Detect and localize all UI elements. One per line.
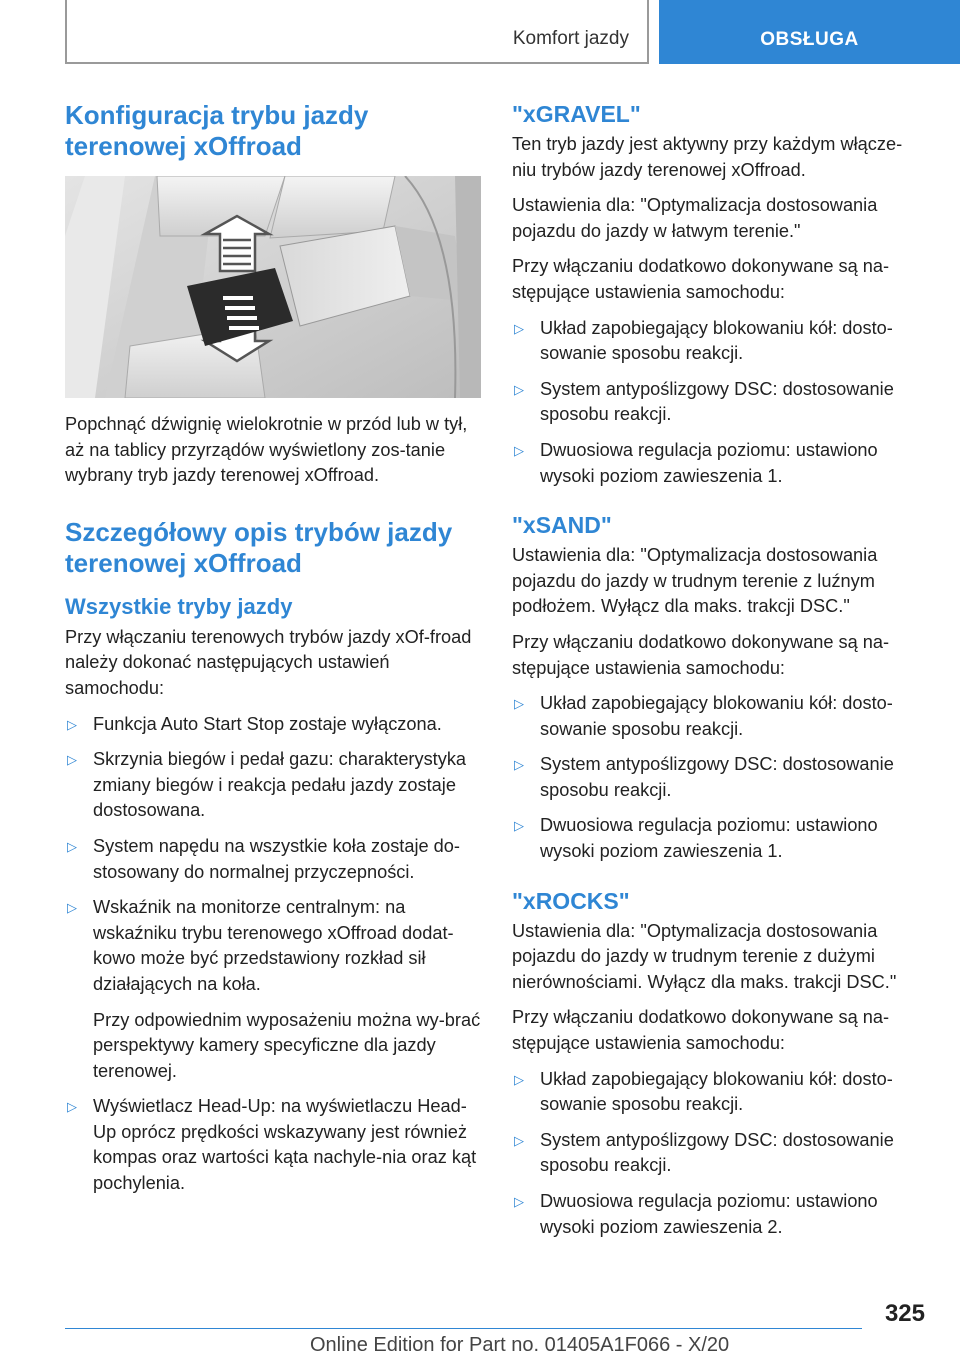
triangle-right-icon: ▷ (67, 838, 77, 854)
list-item: ▷ Skrzynia biegów i pedał gazu: charakterystyka zmiany biegów i reakcja pedału jazdy zostaje dostosowana. (67, 749, 467, 821)
triangle-right-icon: ▷ (67, 716, 77, 732)
list-item: ▷ Dwuosiowa regulacja poziomu: ustawiono wysoki poziom zawieszenia 2. (514, 1191, 878, 1237)
footer-edition: Online Edition for Part no. 01405A1F066 - X/20 (310, 1334, 730, 1356)
all-modes-intro: Przy włączaniu terenowych trybów jazdy xOf-froad należy dokonać następujących ustawień samochodu: (65, 626, 472, 698)
mode-xgravel (512, 100, 924, 489)
list-item: ▷ System antypoślizgowy DSC: dostosowanie sposobu reakcji. (514, 1129, 894, 1176)
all-modes-list (65, 712, 481, 1197)
triangle-right-icon: ▷ (67, 752, 77, 768)
page-number: 325 (884, 1300, 925, 1327)
mode-paragraph: Przy włączaniu dodatkowo dokonywane są na-stępujące ustawienia samochodu: (512, 631, 890, 678)
triangle-right-icon: ▷ (514, 757, 524, 773)
subsection-title-all-modes: Wszystkie tryby jazdy (65, 593, 293, 619)
list-item: ▷ Układ zapobiegający blokowaniu kół: dosto-sowanie sposobu reakcji. (514, 1068, 893, 1115)
mode-settings-list (512, 691, 924, 865)
triangle-right-icon: ▷ (514, 818, 524, 834)
list-item: ▷ Wyświetlacz Head-Up: na wyświetlaczu Head-Up oprócz prędkości wskazywany jest również kompas oraz wartości kąta nachyle-nia oraz kąt pochylenia. (67, 1096, 477, 1194)
list-item-extra: Przy odpowiednim wyposażeniu można wy-brać perspektywy kamery specyficzne dla jazdy terenowej. (93, 1009, 481, 1081)
mode-title: "xGRAVEL" (512, 101, 641, 127)
triangle-right-icon: ▷ (514, 1071, 524, 1087)
list-item: ▷ Układ zapobiegający blokowaniu kół: dosto-sowanie sposobu reakcji. (514, 317, 893, 364)
footer-divider (65, 1328, 862, 1329)
left-column (65, 100, 481, 1207)
offroad-lever-figure (65, 176, 481, 398)
mode-paragraph: Ten tryb jazdy jest aktywny przy każdym włącze-niu trybów jazdy terenowej xOffroad. (512, 134, 903, 180)
mode-title: "xROCKS" (512, 887, 630, 914)
mode-paragraph: Przy włączaniu dodatkowo dokonywane są na-stępujące ustawienia samochodu: (512, 1007, 890, 1054)
list-item: ▷ System antypoślizgowy DSC: dostosowanie sposobu reakcji. (514, 754, 894, 800)
list-item: ▷ Układ zapobiegający blokowaniu kół: dosto-sowanie sposobu reakcji. (514, 693, 893, 739)
header-chapter-tab[interactable] (659, 0, 960, 64)
triangle-right-icon: ▷ (514, 1132, 524, 1148)
triangle-right-icon: ▷ (514, 320, 524, 336)
list-item: ▷ System antypoślizgowy DSC: dostosowanie sposobu reakcji. (514, 378, 894, 425)
list-item: ▷ System napędu na wszystkie koła zostaje do-stosowany do normalnej przyczepności. (67, 835, 460, 882)
right-column (512, 100, 924, 1262)
header-chapter-label: OBSŁUGA (760, 29, 859, 50)
mode-xsand (512, 511, 924, 865)
header-section-title: Komfort jazdy (512, 28, 629, 49)
header-section-box (65, 0, 649, 64)
mode-title: "xSAND" (512, 512, 612, 539)
list-item: ▷ Wskaźnik na monitorze centralnym: na wskaźniku trybu terenowego xOffroad dodat-kowo może być przedstawiony rozkład sił działających na koła. Przy odpowiednim wyposażeniu można wy-brać perspektywy kamery specyficzne dla jazdy terenowej. (65, 895, 481, 1084)
list-item: ▷ Funkcja Auto Start Stop zostaje wyłączona. (67, 713, 442, 734)
mode-settings-list (512, 316, 924, 490)
mode-settings-list (512, 1067, 924, 1241)
triangle-right-icon: ▷ (67, 1099, 77, 1115)
mode-xrocks (512, 887, 924, 1241)
mode-paragraph: Ustawienia dla: "Optymalizacja dostosowania pojazdu do jazdy w łatwym terenie." (512, 195, 878, 241)
triangle-right-icon: ▷ (514, 696, 524, 712)
triangle-right-icon: ▷ (514, 1194, 524, 1209)
mode-paragraph: Ustawienia dla: "Optymalizacja dostosowania pojazdu do jazdy w trudnym terenie z dużymi nierównościami. Wyłącz dla maks. trakcji DSC." (512, 920, 897, 992)
mode-paragraph: Ustawienia dla: "Optymalizacja dostosowania pojazdu do jazdy w trudnym terenie z luźnym podłożem. Wyłącz dla maks. trakcji DSC." (512, 545, 878, 617)
mode-paragraph: Przy włączaniu dodatkowo dokonywane są na-stępujące ustawienia samochodu: (512, 256, 890, 302)
figure-caption: Popchnąć dźwignię wielokrotnie w przód lub w tył, aż na tablicy przyrządów wyświetlony zos-tanie wybrany tryb jazdy terenowej xOffroad. (65, 414, 468, 486)
section-title-configuration: Konfiguracja trybu jazdy terenowej xOffroad (65, 100, 369, 161)
section-title-details: Szczegółowy opis trybów jazdy terenowej xOffroad (65, 516, 453, 578)
list-item: ▷ Dwuosiowa regulacja poziomu: ustawiono wysoki poziom zawieszenia 1. (514, 439, 878, 486)
triangle-right-icon: ▷ (514, 442, 524, 458)
list-item: ▷ Dwuosiowa regulacja poziomu: ustawiono wysoki poziom zawieszenia 1. (514, 815, 878, 862)
triangle-right-icon: ▷ (514, 381, 524, 397)
triangle-right-icon: ▷ (67, 900, 77, 916)
